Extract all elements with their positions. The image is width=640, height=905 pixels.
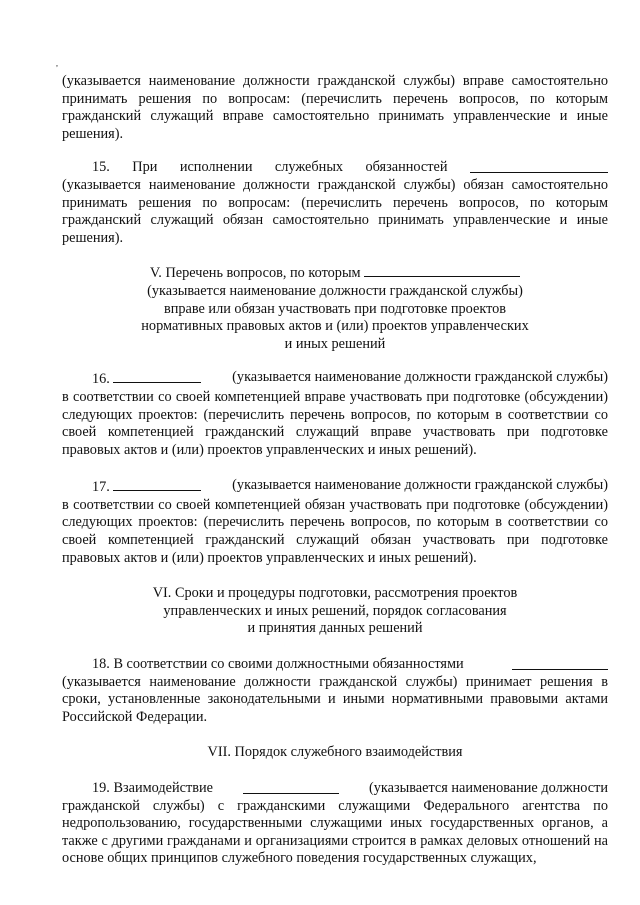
paragraph-14-tail: (указывается наименование должности гражданской службы) вправе самостоятельно принимать решения по вопросам: (перечислить перечень вопросов, по которым гражданский служащий вправе самостоятельно принимать управленческие и иные решения). bbox=[62, 73, 608, 142]
scan-mark: , bbox=[56, 59, 58, 68]
paragraph-17: 17. (указывается наименование должности гражданской службы) в соответствии со своей компетенцией обязан участвовать при подготовке (обсуждении) следующих проектов: (перечислить перечень вопросов, по которым в соответствии со своей компетенцией гражданский служащий обязан участвовать при подготовке правовых актов и (или) проектов управленческих и иных решений). bbox=[62, 477, 608, 566]
fill-in-blank bbox=[512, 656, 608, 670]
section-6-heading: VI. Сроки и процедуры подготовки, рассмотрения проектов управленческих и иных решений, порядок согласования и принятия данных решений bbox=[152, 585, 518, 637]
fill-in-blank bbox=[113, 369, 201, 383]
fill-in-blank bbox=[470, 159, 608, 173]
paragraph-15-first-line: 15. При исполнении служебных обязанностей bbox=[62, 159, 608, 177]
fill-in-blank bbox=[364, 263, 520, 277]
fill-in-blank bbox=[113, 477, 201, 491]
paragraph-19: 19. Взаимодействие (указывается наименование должности гражданской службы) с гражданскими служащими Федерального агентства по недропользованию, государственными служащими иных государственных органов, а также с другими гражданами и организациями строится в рамках деловых отношений на основе общих принципов служебного поведения государственных служащих, bbox=[62, 780, 608, 867]
fill-in-blank bbox=[243, 780, 339, 794]
paragraph-18: 18. В соответствии со своими должностными обязанностями (указывается наименование должности гражданской службы) принимает решения в сроки, установленные законодательными и иными нормативными правовыми актами Российской Федерации. bbox=[62, 656, 608, 725]
paragraph-16: 16. (указывается наименование должности гражданской службы) в соответствии со своей компетенцией вправе участвовать при подготовке (обсуждении) следующих проектов: (перечислить перечень вопросов, по которым в соответствии со своей компетенцией гражданский служащий вправе участвовать при подготовке правовых актов и (или) проектов управленческих и иных решений). bbox=[62, 369, 608, 458]
section-7-heading: VII. Порядок служебного взаимодействия bbox=[207, 744, 463, 761]
paragraph-15: 15. При исполнении служебных обязанностей (указывается наименование должности гражданской службы) обязан самостоятельно принимать решения по вопросам: (перечислить перечень вопросов, по которым гражданский служащий обязан самостоятельно принимать управленческие и иные решения). bbox=[62, 159, 608, 246]
section-5-heading: V. Перечень вопросов, по которым (указывается наименование должности гражданской службы) вправе или обязан участвовать при подготовке проектов нормативных правовых актов и (или) проектов управленческих и иных решений bbox=[141, 265, 529, 352]
paragraph-number: 16. bbox=[92, 371, 110, 388]
paragraph-number: 15. bbox=[92, 159, 110, 176]
document-body bbox=[62, 73, 608, 868]
paragraph-number: 17. bbox=[92, 479, 110, 496]
